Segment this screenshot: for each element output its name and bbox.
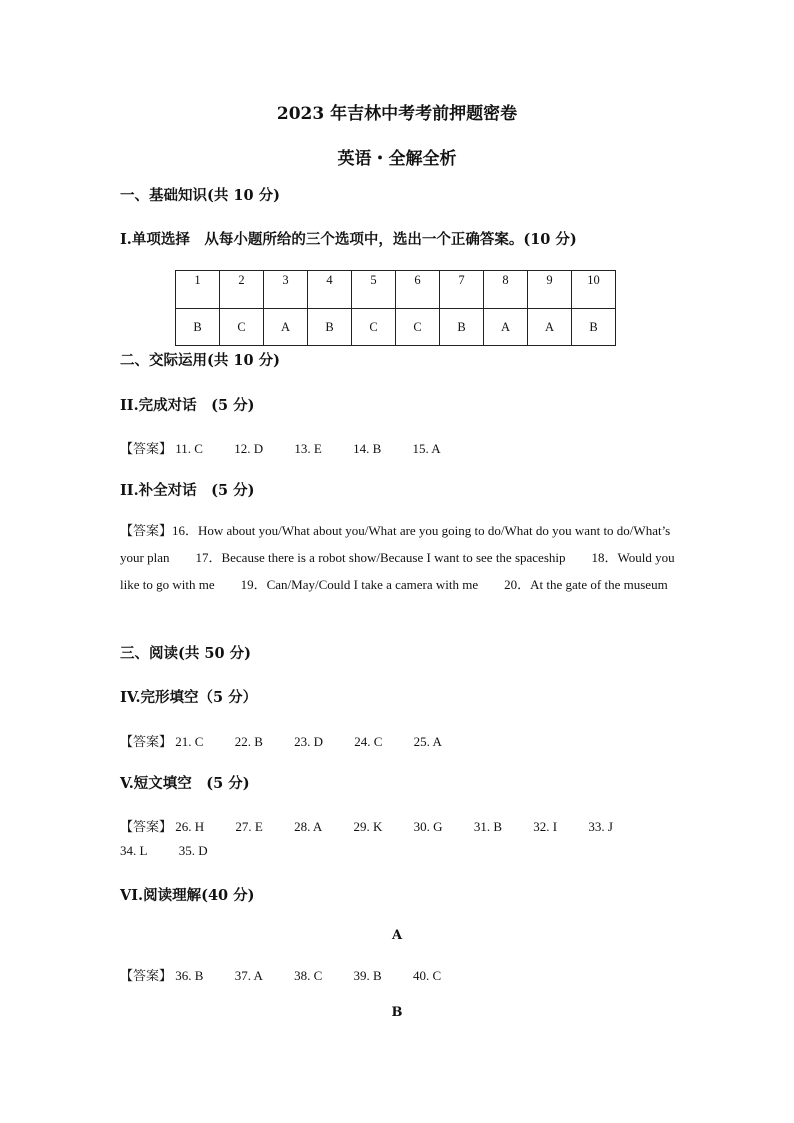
question-number-cell: 1 [176, 271, 220, 309]
section-V-answers-line1 [120, 816, 613, 835]
part3-heading: 三、阅读(共 50 分) [120, 645, 251, 662]
passage-B-label: B [391, 1005, 403, 1020]
section-V-answers-line2 [120, 843, 208, 859]
answer-cell: B [176, 309, 220, 346]
question-number-cell: 8 [484, 271, 528, 309]
answer-key-table [175, 270, 616, 346]
answer-item: 30. G [413, 819, 443, 834]
answer-item: 32. I [533, 819, 558, 834]
section-I-heading: I.单项选择 从每小题所给的三个选项中，选出一个正确答案。(10 分) [120, 231, 577, 248]
answer-cell: A [528, 309, 572, 346]
answer-label: 【答案】 [120, 734, 173, 749]
answer-item: 13. E [294, 441, 322, 456]
passage-A-label: A [391, 928, 403, 943]
answer-item: 22. B [234, 734, 263, 749]
answer-item: 39. B [353, 968, 382, 983]
answer-item: 26. H [175, 819, 205, 834]
section-VI-heading: VI.阅读理解(40 分) [120, 887, 255, 904]
answer-item: 31. B [473, 819, 502, 834]
section-II-a-answers [120, 438, 441, 457]
question-number-cell: 4 [308, 271, 352, 309]
section-IV-heading: IV.完形填空（5 分） [120, 689, 258, 706]
question-number-cell: 5 [352, 271, 396, 309]
question-number-cell: 10 [572, 271, 616, 309]
answer-item: 12. D [234, 441, 264, 456]
answer-item: 14. B [353, 441, 382, 456]
document-title: 2023 年吉林中考考前押题密卷 [276, 104, 518, 124]
section-IV-answers [120, 731, 442, 750]
answer-item: 27. E [235, 819, 263, 834]
answer-item: 11. C [175, 441, 203, 456]
answer-item: 24. C [354, 734, 383, 749]
question-number-cell: 3 [264, 271, 308, 309]
part1-heading: 一、基础知识(共 10 分) [120, 187, 280, 204]
answer-cell: A [264, 309, 308, 346]
answer-key-numbers-row [176, 271, 616, 309]
answer-cell: C [352, 309, 396, 346]
answer-label: 【答案】 [120, 441, 173, 456]
answer-item: 36. B [175, 968, 204, 983]
answer-item: 15. A [412, 441, 441, 456]
answer-label: 【答案】 [120, 968, 173, 983]
answer-item: 23. D [294, 734, 323, 749]
answer-item: 28. A [294, 819, 323, 834]
answer-item: 40. C [412, 968, 442, 983]
answer-label: 【答案】 [120, 819, 173, 834]
answer-item: 21. C [175, 734, 204, 749]
section-II-b-heading: II.补全对话 (5 分) [120, 482, 255, 499]
answer-item: 33. J [588, 819, 613, 834]
answer-item: 29. K [353, 819, 383, 834]
answer-item: 35. D [178, 843, 208, 858]
answer-cell: C [220, 309, 264, 346]
question-number-cell: 6 [396, 271, 440, 309]
question-number-cell: 9 [528, 271, 572, 309]
part2-heading: 二、交际运用(共 10 分) [120, 352, 280, 369]
answer-item: 37. A [234, 968, 263, 983]
section-V-heading: V.短文填空 (5 分) [120, 775, 250, 792]
answer-item: 25. A [413, 734, 442, 749]
answer-item: 38. C [294, 968, 323, 983]
question-number-cell: 7 [440, 271, 484, 309]
passage-A-answers [120, 965, 441, 984]
answer-key-answers-row [176, 309, 616, 346]
answer-cell: A [484, 309, 528, 346]
question-number-cell: 2 [220, 271, 264, 309]
answer-item: 34. L [120, 843, 148, 858]
section-II-b-answer-paragraph: 【答案】16．How about you/What about you/What are you going to do/What do you want to do/What’s your plan 17．Because there is a robot show/Because I want to see the spaceship 18．Would you like to go with me 19．Can/May/Could I take a camera with me 20．At the gate of the museum [120, 523, 675, 592]
answer-cell: B [308, 309, 352, 346]
answer-cell: B [572, 309, 616, 346]
section-II-a-heading: II.完成对话 (5 分) [120, 397, 255, 414]
answer-cell: C [396, 309, 440, 346]
document-subtitle: 英语・全解全析 [337, 149, 457, 169]
answer-cell: B [440, 309, 484, 346]
